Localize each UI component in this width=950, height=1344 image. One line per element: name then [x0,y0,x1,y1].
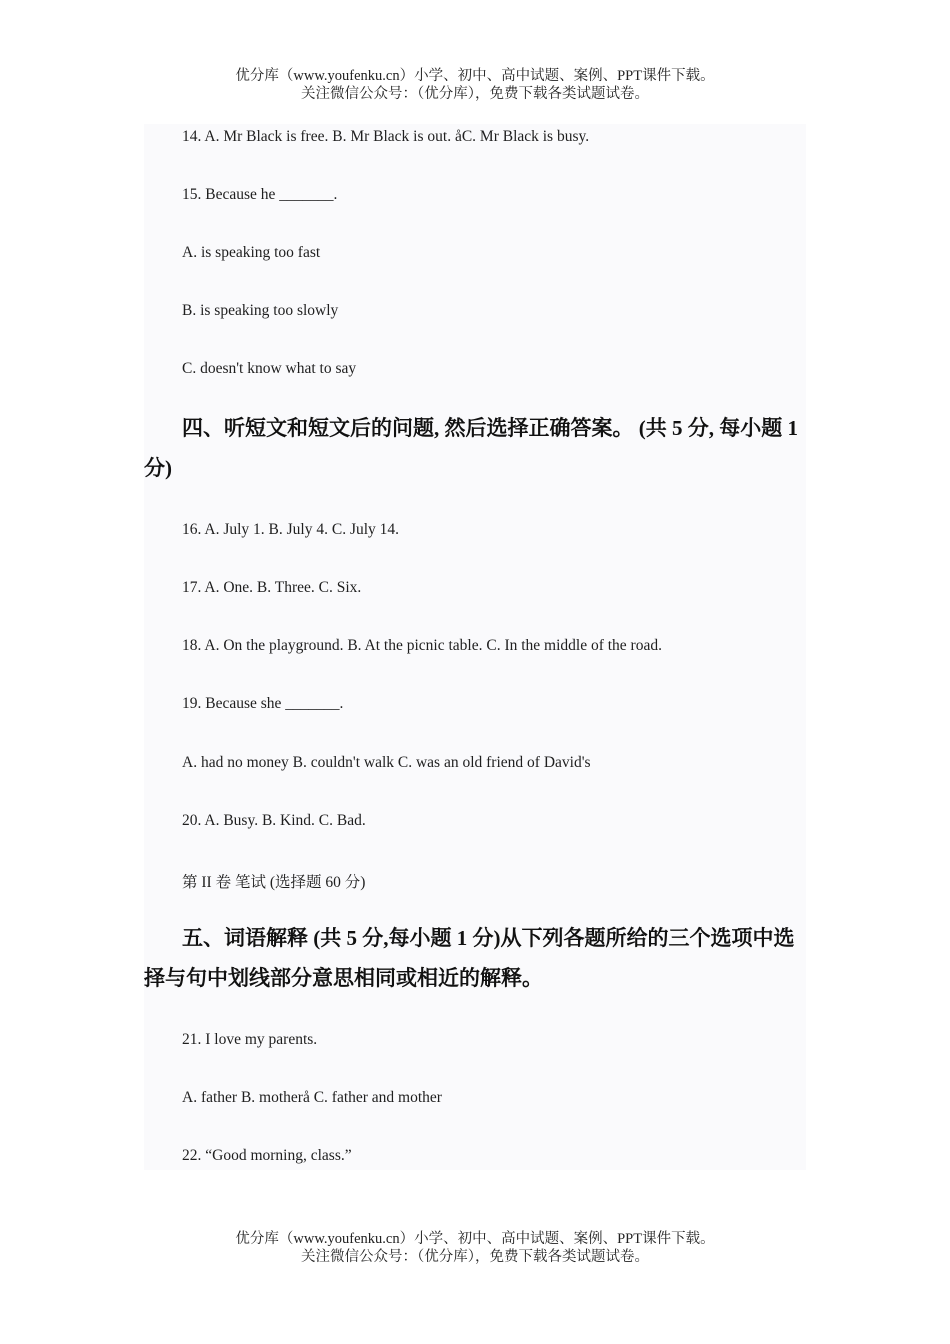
page-header [0,67,950,103]
question-15-option-a: A. is speaking too fast [182,244,321,261]
question-15-option-b: B. is speaking too slowly [182,302,339,319]
question-21: 21. I love my parents. [182,1031,318,1048]
question-20: 20. A. Busy. B. Kind. C. Bad. [182,812,366,829]
question-17: 17. A. One. B. Three. C. Six. [182,579,362,596]
question-15-option-c: C. doesn't know what to say [182,360,357,377]
question-21-options: A. father B. motherå C. father and mother [182,1089,442,1106]
question-19: 19. Because she _______. [182,695,344,712]
question-19-options: A. had no money B. couldn't walk C. was an old friend of David's [182,754,591,771]
section-5-heading: 五、词语解释 (共 5 分,每小题 1 分)从下列各题所给的三个选项中选择与句中划线部分意思相同或相近的解释。 [144,926,795,990]
footer-line-2: 关注微信公众号：（优分库），免费下载各类试题试卷。 [301,1249,649,1265]
document-body [144,124,806,1170]
question-15: 15. Because he _______. [182,186,338,203]
header-line-1: 优分库（www.youfenku.cn）小学、初中、高中试题、案例、PPT课件下载。 [235,68,715,84]
footer-line-1: 优分库（www.youfenku.cn）小学、初中、高中试题、案例、PPT课件下载。 [235,1231,715,1247]
header-line-2: 关注微信公众号：（优分库），免费下载各类试题试卷。 [301,86,649,102]
paper-2-title: 第 II 卷 笔试 (选择题 60 分) [182,874,366,891]
question-16: 16. A. July 1. B. July 4. C. July 14. [182,521,400,538]
question-14: 14. A. Mr Black is free. B. Mr Black is out. åC. Mr Black is busy. [182,128,590,145]
question-22: 22. “Good morning, class.” [182,1147,352,1164]
question-18: 18. A. On the playground. B. At the picnic table. C. In the middle of the road. [182,637,662,654]
page-footer [0,1230,950,1266]
section-4-heading: 四、听短文和短文后的问题, 然后选择正确答案。 (共 5 分, 每小题 1 分) [144,416,798,480]
